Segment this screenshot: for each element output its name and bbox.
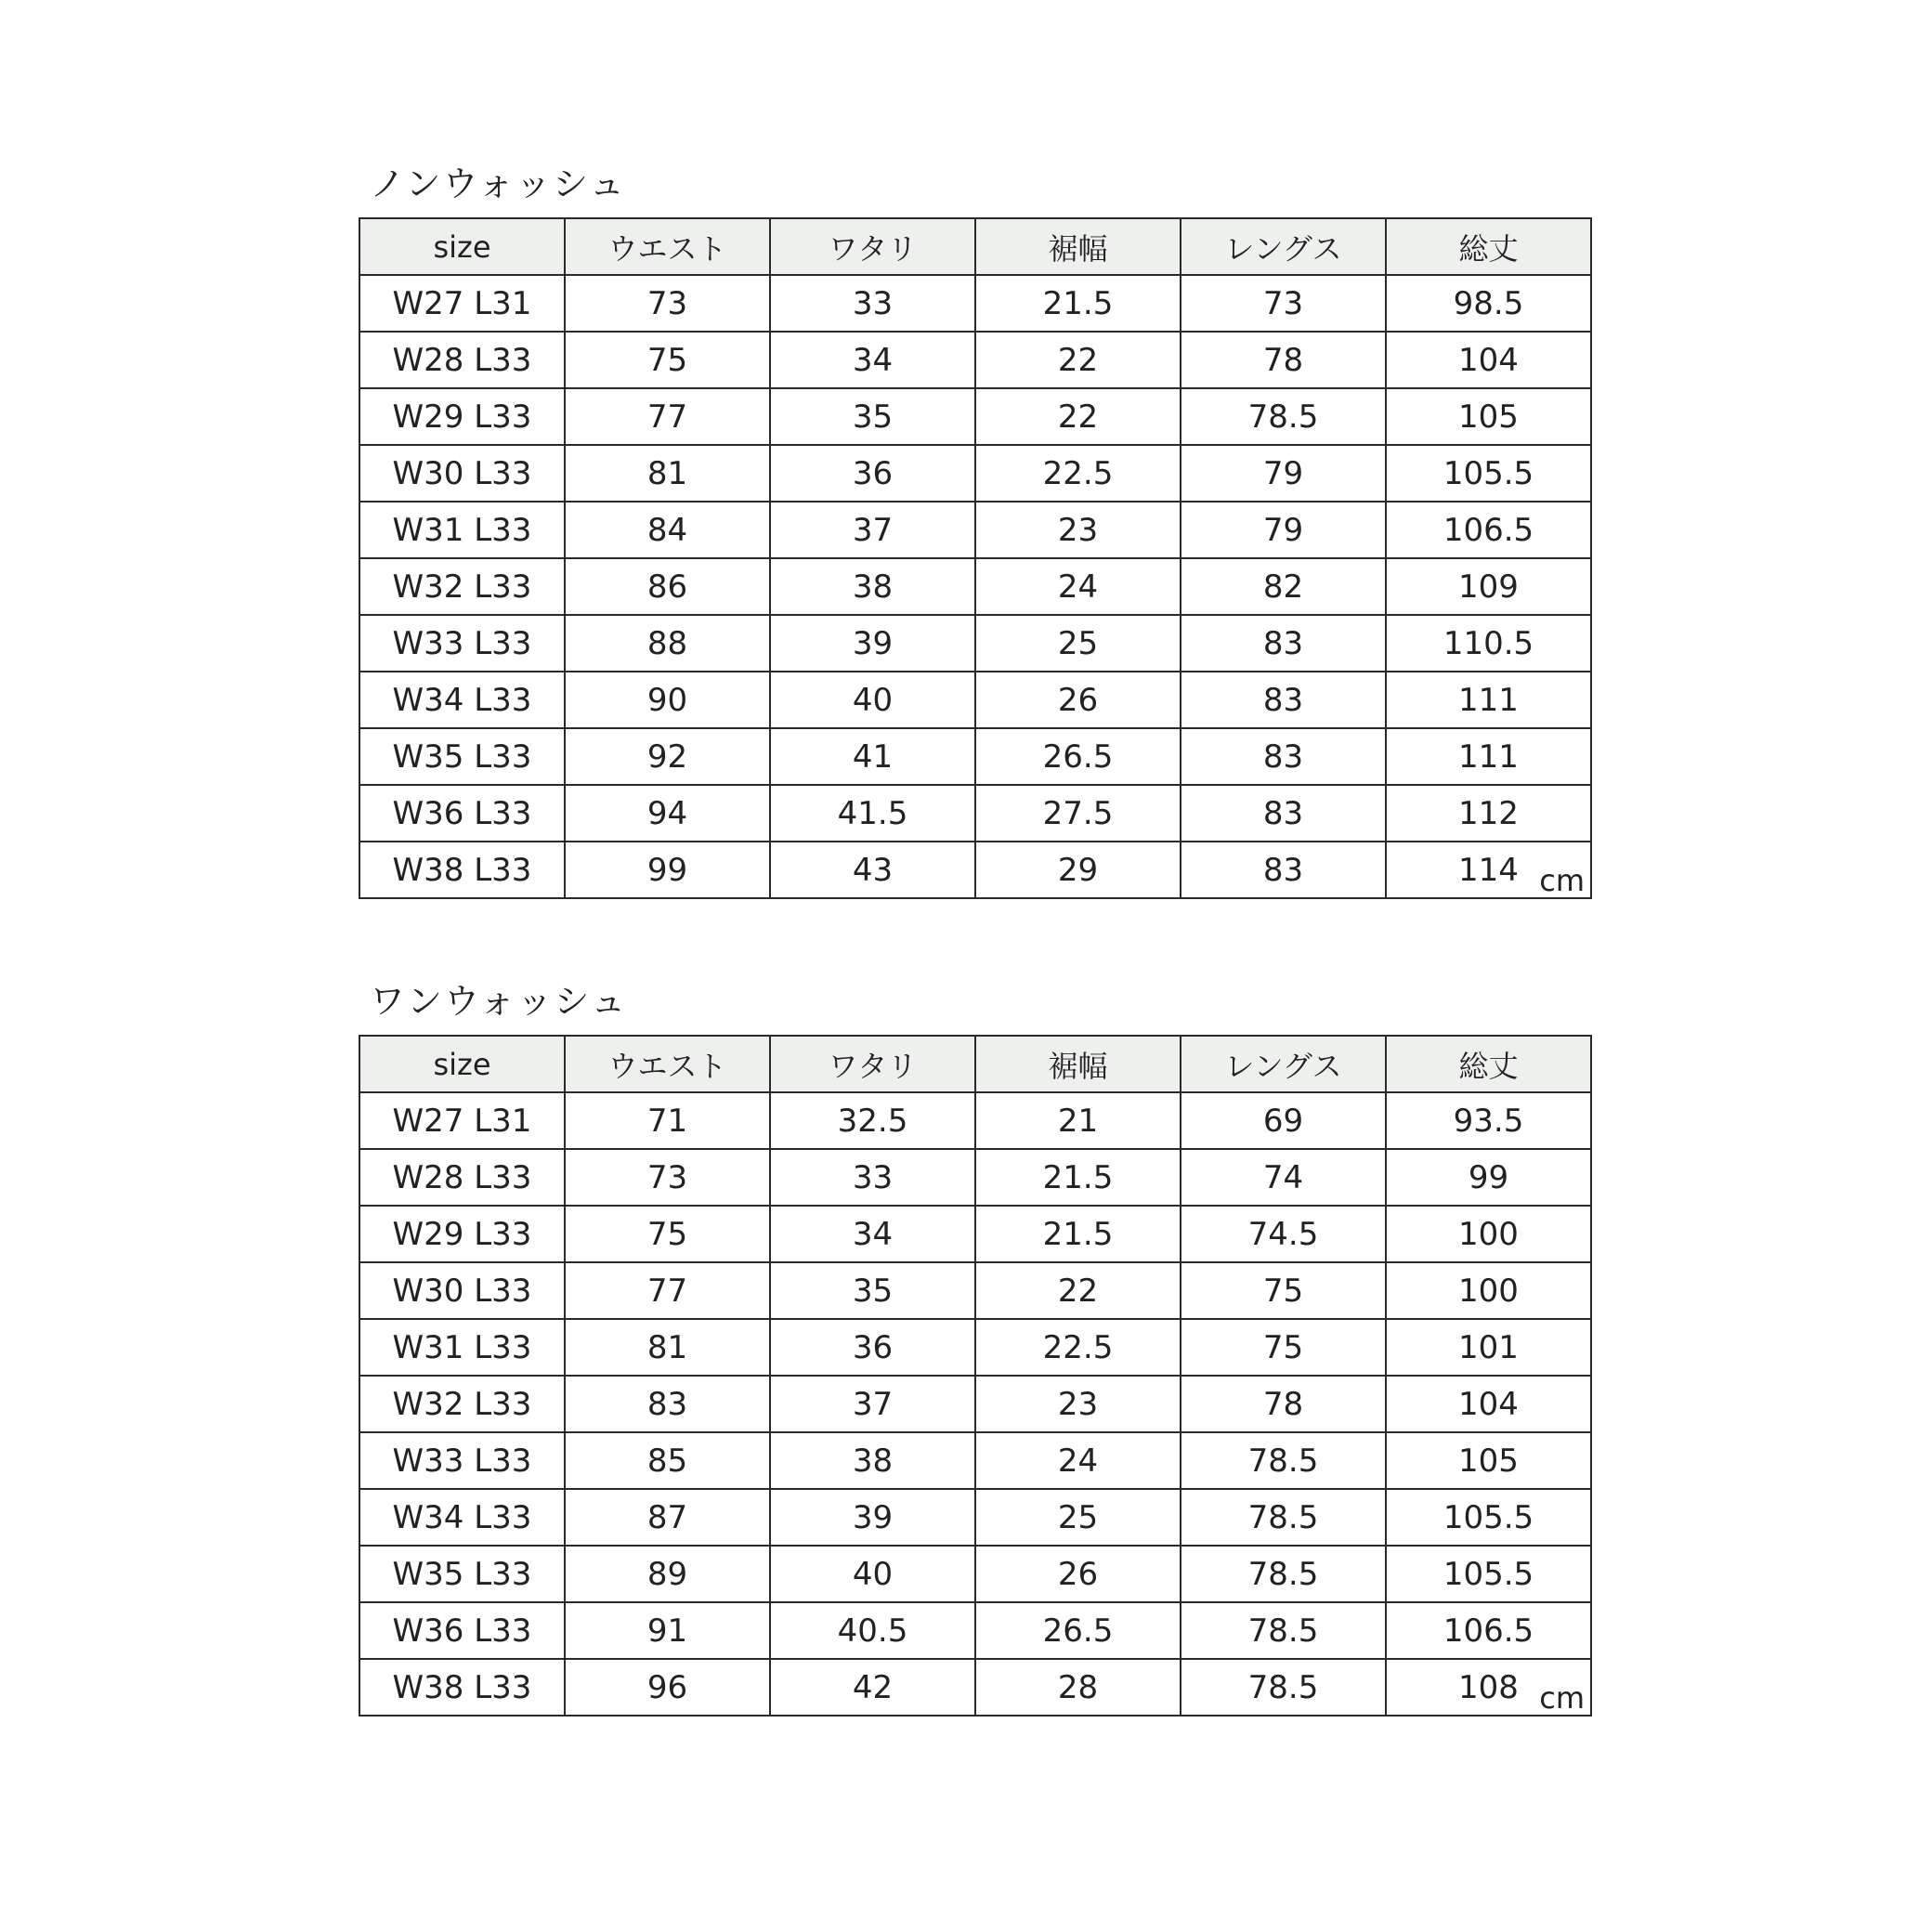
header-row	[359, 218, 1591, 275]
measurement-cell: 21.5	[975, 1206, 1181, 1262]
measurement-cell: 114	[1386, 842, 1591, 898]
measurement-cell: 78.5	[1181, 1489, 1386, 1546]
measurement-cell: 101	[1386, 1319, 1591, 1376]
measurement-cell: 100	[1386, 1206, 1591, 1262]
size-cell: W36 L33	[359, 1602, 565, 1659]
table-row	[359, 842, 1591, 898]
measurement-cell: 85	[565, 1432, 770, 1489]
table-row	[359, 728, 1591, 785]
measurement-cell: 34	[770, 332, 975, 388]
measurement-cell: 111	[1386, 728, 1591, 785]
column-header-thigh: ワタリ	[770, 218, 975, 275]
header-row	[359, 1036, 1591, 1092]
measurement-cell: 34	[770, 1206, 975, 1262]
table-row	[359, 785, 1591, 842]
measurement-cell: 39	[770, 1489, 975, 1546]
measurement-cell: 106.5	[1386, 502, 1591, 558]
measurement-cell: 90	[565, 672, 770, 728]
measurement-cell: 93.5	[1386, 1092, 1591, 1149]
measurement-cell: 91	[565, 1602, 770, 1659]
measurement-cell: 105.5	[1386, 445, 1591, 502]
size-cell: W27 L31	[359, 1092, 565, 1149]
table-row	[359, 1262, 1591, 1319]
section-title: ノンウォッシュ	[370, 163, 627, 204]
measurement-cell: 81	[565, 445, 770, 502]
measurement-cell: 69	[1181, 1092, 1386, 1149]
measurement-cell: 112	[1386, 785, 1591, 842]
measurement-cell: 105	[1386, 1432, 1591, 1489]
measurement-cell: 36	[770, 445, 975, 502]
column-header-inseam: レングス	[1181, 218, 1386, 275]
column-header-total-length: 総丈	[1386, 218, 1591, 275]
size-table	[359, 1035, 1592, 1717]
measurement-cell: 79	[1181, 502, 1386, 558]
measurement-cell: 23	[975, 502, 1181, 558]
measurement-cell: 40	[770, 1546, 975, 1602]
table-row	[359, 388, 1591, 445]
measurement-cell: 99	[1386, 1149, 1591, 1206]
table-row	[359, 1149, 1591, 1206]
measurement-cell: 105.5	[1386, 1546, 1591, 1602]
column-header-total-length: 総丈	[1386, 1036, 1591, 1092]
size-cell: W34 L33	[359, 672, 565, 728]
measurement-cell: 24	[975, 1432, 1181, 1489]
measurement-cell: 33	[770, 1149, 975, 1206]
measurement-cell: 26	[975, 672, 1181, 728]
measurement-cell: 109	[1386, 558, 1591, 615]
measurement-cell: 74.5	[1181, 1206, 1386, 1262]
measurement-cell: 22	[975, 332, 1181, 388]
measurement-cell: 26	[975, 1546, 1181, 1602]
size-cell: W35 L33	[359, 728, 565, 785]
measurement-cell: 78.5	[1181, 1602, 1386, 1659]
table-body	[359, 275, 1591, 898]
column-header-hem-width: 裾幅	[975, 1036, 1181, 1092]
measurement-cell: 28	[975, 1659, 1181, 1716]
measurement-cell: 38	[770, 1432, 975, 1489]
table-row	[359, 275, 1591, 332]
measurement-cell: 37	[770, 1376, 975, 1432]
measurement-cell: 75	[565, 1206, 770, 1262]
size-cell: W35 L33	[359, 1546, 565, 1602]
measurement-cell: 27.5	[975, 785, 1181, 842]
size-cell: W27 L31	[359, 275, 565, 332]
size-cell: W29 L33	[359, 1206, 565, 1262]
measurement-cell: 74	[1181, 1149, 1386, 1206]
table-row	[359, 332, 1591, 388]
measurement-cell: 105.5	[1386, 1489, 1591, 1546]
size-cell: W31 L33	[359, 1319, 565, 1376]
measurement-cell: 40	[770, 672, 975, 728]
column-header-thigh: ワタリ	[770, 1036, 975, 1092]
measurement-cell: 83	[1181, 672, 1386, 728]
size-cell: W38 L33	[359, 1659, 565, 1716]
table-row	[359, 672, 1591, 728]
measurement-cell: 73	[565, 275, 770, 332]
measurement-cell: 83	[565, 1376, 770, 1432]
measurement-cell: 39	[770, 615, 975, 672]
measurement-cell: 88	[565, 615, 770, 672]
measurement-cell: 35	[770, 388, 975, 445]
measurement-cell: 23	[975, 1376, 1181, 1432]
measurement-cell: 106.5	[1386, 1602, 1591, 1659]
measurement-cell: 21.5	[975, 275, 1181, 332]
table-row	[359, 1206, 1591, 1262]
measurement-cell: 98.5	[1386, 275, 1591, 332]
column-header-inseam: レングス	[1181, 1036, 1386, 1092]
table-row	[359, 502, 1591, 558]
measurement-cell: 87	[565, 1489, 770, 1546]
table-row	[359, 1432, 1591, 1489]
measurement-cell: 78	[1181, 1376, 1386, 1432]
column-header-size: size	[359, 218, 565, 275]
measurement-cell: 25	[975, 1489, 1181, 1546]
measurement-cell: 21	[975, 1092, 1181, 1149]
measurement-cell: 41	[770, 728, 975, 785]
measurement-cell: 42	[770, 1659, 975, 1716]
measurement-cell: 104	[1386, 1376, 1591, 1432]
table-row	[359, 1602, 1591, 1659]
size-cell: W36 L33	[359, 785, 565, 842]
measurement-cell: 75	[565, 332, 770, 388]
measurement-cell: 83	[1181, 615, 1386, 672]
table-row	[359, 615, 1591, 672]
measurement-cell: 71	[565, 1092, 770, 1149]
measurement-cell: 22	[975, 388, 1181, 445]
section-title: ワンウォッシュ	[370, 981, 628, 1022]
measurement-cell: 77	[565, 1262, 770, 1319]
measurement-cell: 26.5	[975, 728, 1181, 785]
measurement-cell: 100	[1386, 1262, 1591, 1319]
measurement-cell: 81	[565, 1319, 770, 1376]
measurement-cell: 38	[770, 558, 975, 615]
table-body	[359, 1092, 1591, 1716]
measurement-cell: 78.5	[1181, 1659, 1386, 1716]
measurement-cell: 26.5	[975, 1602, 1181, 1659]
measurement-cell: 41.5	[770, 785, 975, 842]
measurement-cell: 78.5	[1181, 1546, 1386, 1602]
table-row	[359, 1319, 1591, 1376]
measurement-cell: 89	[565, 1546, 770, 1602]
table-row	[359, 445, 1591, 502]
size-cell: W34 L33	[359, 1489, 565, 1546]
size-cell: W28 L33	[359, 332, 565, 388]
measurement-cell: 86	[565, 558, 770, 615]
measurement-cell: 110.5	[1386, 615, 1591, 672]
column-header-size: size	[359, 1036, 565, 1092]
measurement-cell: 78.5	[1181, 1432, 1386, 1489]
measurement-cell: 83	[1181, 842, 1386, 898]
measurement-cell: 77	[565, 388, 770, 445]
measurement-cell: 29	[975, 842, 1181, 898]
measurement-cell: 94	[565, 785, 770, 842]
measurement-cell: 108	[1386, 1659, 1591, 1716]
measurement-cell: 35	[770, 1262, 975, 1319]
measurement-cell: 37	[770, 502, 975, 558]
measurement-cell: 79	[1181, 445, 1386, 502]
size-cell: W33 L33	[359, 615, 565, 672]
measurement-cell: 92	[565, 728, 770, 785]
measurement-cell: 22.5	[975, 445, 1181, 502]
size-cell: W38 L33	[359, 842, 565, 898]
unit-label: cm	[1539, 1680, 1585, 1716]
column-header-waist: ウエスト	[565, 218, 770, 275]
table-row	[359, 1092, 1591, 1149]
measurement-cell: 78	[1181, 332, 1386, 388]
measurement-cell: 99	[565, 842, 770, 898]
table-row	[359, 1489, 1591, 1546]
measurement-cell: 105	[1386, 388, 1591, 445]
measurement-cell: 40.5	[770, 1602, 975, 1659]
size-cell: W30 L33	[359, 1262, 565, 1319]
size-cell: W33 L33	[359, 1432, 565, 1489]
measurement-cell: 22.5	[975, 1319, 1181, 1376]
measurement-cell: 75	[1181, 1262, 1386, 1319]
measurement-cell: 24	[975, 558, 1181, 615]
table-row	[359, 1376, 1591, 1432]
measurement-cell: 73	[1181, 275, 1386, 332]
measurement-cell: 43	[770, 842, 975, 898]
measurement-cell: 78.5	[1181, 388, 1386, 445]
measurement-cell: 111	[1386, 672, 1591, 728]
size-cell: W28 L33	[359, 1149, 565, 1206]
measurement-cell: 83	[1181, 785, 1386, 842]
size-cell: W29 L33	[359, 388, 565, 445]
size-cell: W32 L33	[359, 1376, 565, 1432]
column-header-waist: ウエスト	[565, 1036, 770, 1092]
measurement-cell: 21.5	[975, 1149, 1181, 1206]
size-table	[359, 217, 1592, 899]
measurement-cell: 33	[770, 275, 975, 332]
table-row	[359, 558, 1591, 615]
size-cell: W31 L33	[359, 502, 565, 558]
measurement-cell: 83	[1181, 728, 1386, 785]
measurement-cell: 82	[1181, 558, 1386, 615]
measurement-cell: 22	[975, 1262, 1181, 1319]
size-cell: W30 L33	[359, 445, 565, 502]
measurement-cell: 36	[770, 1319, 975, 1376]
measurement-cell: 96	[565, 1659, 770, 1716]
measurement-cell: 73	[565, 1149, 770, 1206]
column-header-hem-width: 裾幅	[975, 218, 1181, 275]
table-row	[359, 1546, 1591, 1602]
measurement-cell: 84	[565, 502, 770, 558]
measurement-cell: 75	[1181, 1319, 1386, 1376]
measurement-cell: 25	[975, 615, 1181, 672]
size-cell: W32 L33	[359, 558, 565, 615]
unit-label: cm	[1539, 863, 1585, 898]
measurement-cell: 104	[1386, 332, 1591, 388]
measurement-cell: 32.5	[770, 1092, 975, 1149]
table-row	[359, 1659, 1591, 1716]
